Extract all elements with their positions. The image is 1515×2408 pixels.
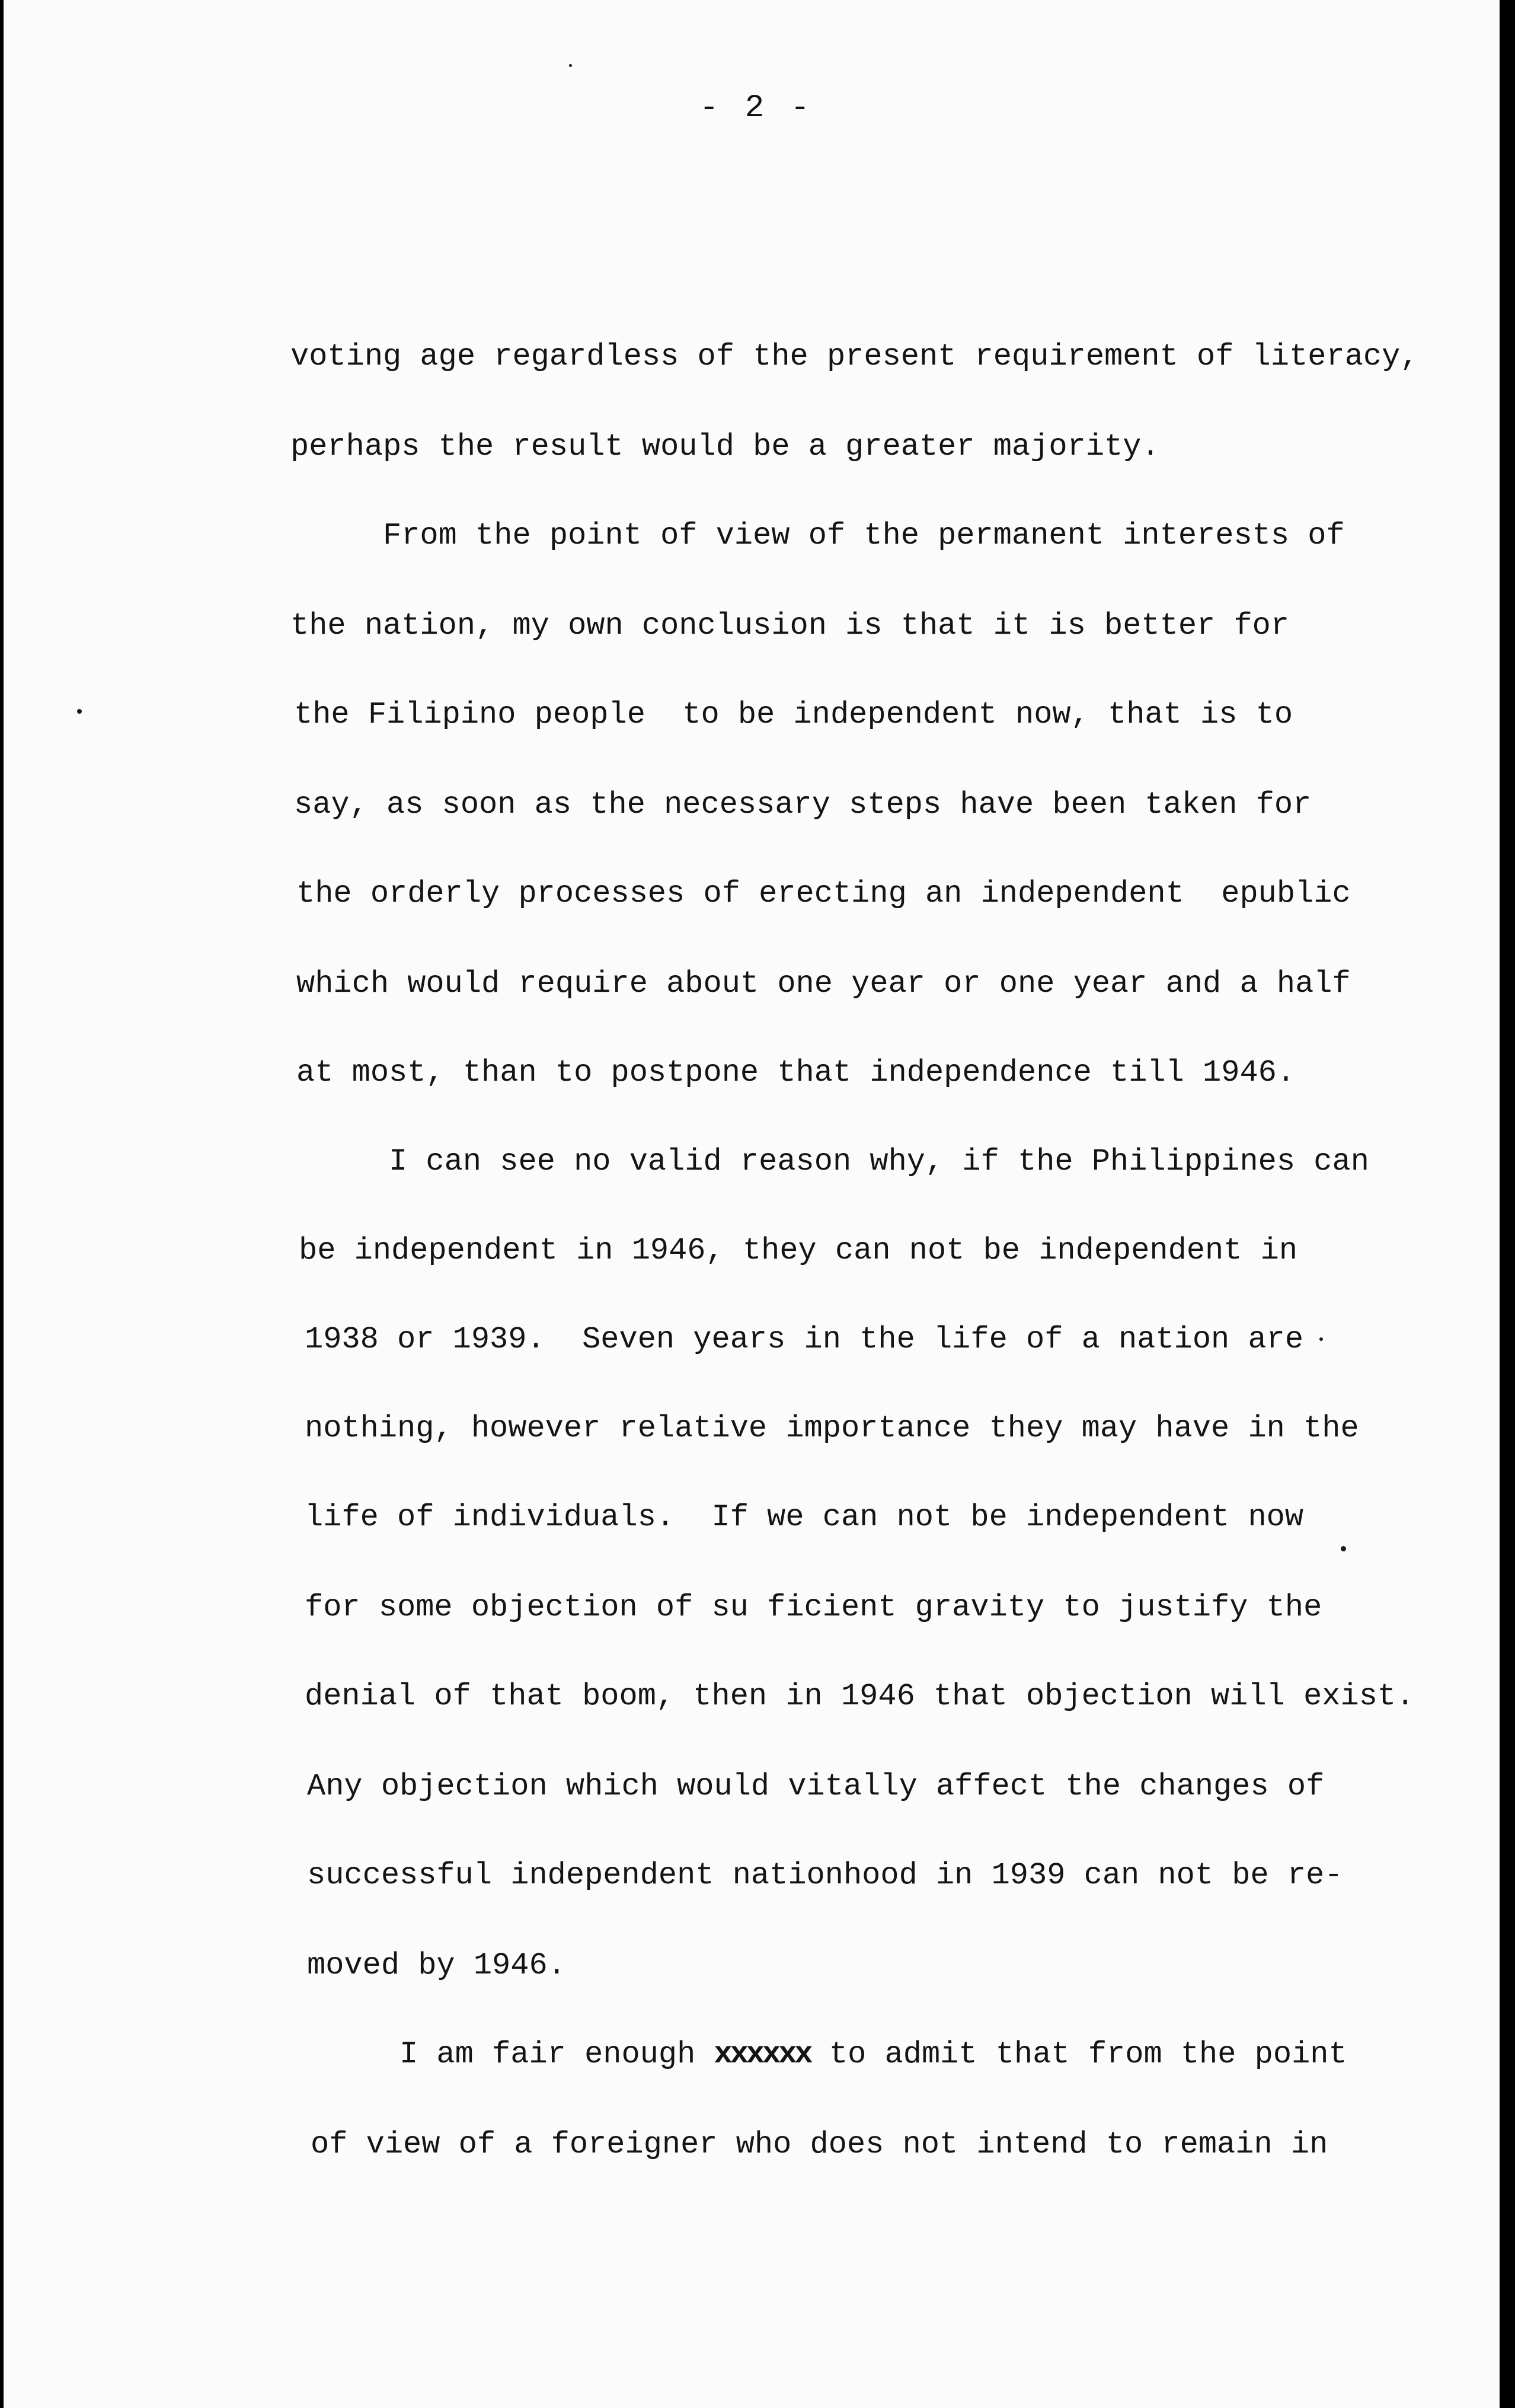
text-line-8: which would require about one year or one year and a half	[296, 966, 1351, 1001]
text-line-4: the nation, my own conclusion is that it is better for	[290, 608, 1290, 643]
text-line-17: Any objection which would vitally affect the changes of	[307, 1769, 1325, 1804]
ink-speck	[1319, 1337, 1323, 1341]
text-line-16: denial of that boom, then in 1946 that objection will exist.	[305, 1679, 1415, 1714]
text-line-7: the orderly processes of erecting an independent epublic	[296, 876, 1351, 911]
page-number: - 2 -	[699, 90, 814, 126]
ink-speck	[77, 709, 82, 714]
text-line-21: of view of a foreigner who does not intend to remain in	[311, 2127, 1328, 2162]
text-line-19: moved by 1946.	[307, 1948, 566, 1983]
text-before-struck-word: I am fair enough	[307, 2037, 714, 2072]
text-line-1: voting age regardless of the present requirement of literacy,	[290, 339, 1419, 374]
text-line-13: nothing, however relative importance they may have in the	[305, 1411, 1359, 1446]
text-line-18: successful independent nationhood in 1939 can not be re-	[307, 1858, 1343, 1893]
text-after-struck-word: to admit that from the point	[810, 2037, 1347, 2072]
text-line-20	[307, 2037, 1347, 2072]
text-line-12: 1938 or 1939. Seven years in the life of a nation are	[305, 1322, 1304, 1357]
struck-out-word: xxxxxx	[714, 2037, 811, 2072]
text-line-11: be independent in 1946, they can not be independent in	[299, 1233, 1298, 1268]
ink-speck	[1341, 1546, 1346, 1551]
text-line-3: From the point of view of the permanent interests of	[290, 518, 1345, 553]
typed-page	[4, 0, 1500, 2408]
text-line-2: perhaps the result would be a greater majority.	[290, 429, 1160, 464]
text-line-15: for some objection of su ficient gravity to justify the	[305, 1590, 1322, 1625]
text-line-14: life of individuals. If we can not be independent now	[305, 1500, 1304, 1535]
text-line-10: I can see no valid reason why, if the Philippines can	[296, 1144, 1369, 1179]
ink-speck	[569, 64, 572, 67]
film-border-left	[0, 0, 4, 2408]
text-line-9: at most, than to postpone that independence till 1946.	[296, 1055, 1296, 1090]
text-line-5: the Filipino people to be independent now, that is to	[294, 697, 1293, 732]
text-line-6: say, as soon as the necessary steps have been taken for	[294, 787, 1312, 822]
film-border-right	[1500, 0, 1515, 2408]
